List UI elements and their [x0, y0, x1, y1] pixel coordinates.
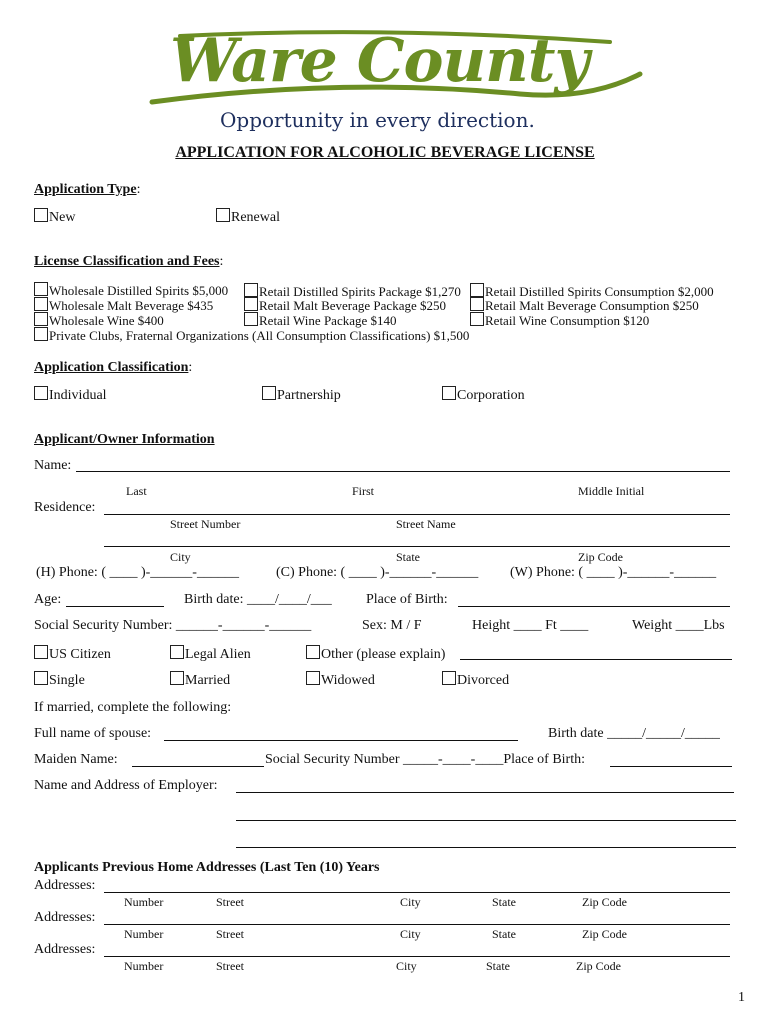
age-label: Age: — [34, 592, 62, 607]
corporation-checkbox[interactable]: Corporation — [442, 386, 525, 404]
legal-alien-checkbox[interactable]: Legal Alien — [170, 645, 251, 663]
street-caption: Street — [216, 959, 244, 973]
address-label-3: Addresses: — [34, 942, 96, 957]
weight-field[interactable]: Weight ____Lbs — [632, 618, 725, 633]
spouse-birth-date-field[interactable]: Birth date _____/_____/_____ — [548, 726, 720, 741]
page-number: 1 — [738, 990, 745, 1005]
birth-date-field[interactable]: Birth date: ____/____/___ — [184, 592, 332, 607]
number-caption: Number — [124, 959, 164, 973]
height-field[interactable]: Height ____ Ft ____ — [472, 618, 589, 633]
address-field-2[interactable] — [104, 924, 730, 925]
app-class-heading: Application Classification: — [34, 360, 193, 375]
logo-tagline: Opportunity in every direction. — [220, 108, 535, 132]
street-name-caption: Street Name — [396, 517, 456, 531]
state-caption: State — [492, 927, 516, 941]
spouse-name-label: Full name of spouse: — [34, 726, 152, 741]
logo-name: Ware County — [170, 26, 589, 96]
city-caption: City — [400, 927, 421, 941]
license-heading: License Classification and Fees: — [34, 254, 224, 269]
spouse-name-field[interactable] — [164, 740, 518, 741]
zip-caption: Zip Code — [582, 895, 627, 909]
us-citizen-checkbox[interactable]: US Citizen — [34, 645, 111, 663]
married-checkbox[interactable]: Married — [170, 671, 230, 689]
license-wholesale-wine[interactable]: Wholesale Wine $400 — [34, 312, 164, 329]
sex-field[interactable]: Sex: M / F — [362, 618, 422, 633]
page-title: APPLICATION FOR ALCOHOLIC BEVERAGE LICENSE — [175, 144, 595, 161]
city-caption: City — [396, 959, 417, 973]
first-caption: First — [352, 484, 375, 498]
residence-label: Residence: — [34, 500, 96, 515]
place-of-birth-label: Place of Birth: — [366, 592, 448, 607]
ssn-field[interactable]: Social Security Number: ______-______-______ — [34, 618, 312, 633]
residence-field[interactable] — [104, 514, 730, 515]
middle-caption: Middle Initial — [578, 484, 645, 498]
individual-checkbox[interactable]: Individual — [34, 386, 107, 404]
age-field[interactable] — [66, 606, 164, 607]
maiden-name-label: Maiden Name: — [34, 752, 118, 767]
other-explain-field[interactable] — [460, 659, 732, 660]
city-caption: City — [400, 895, 421, 909]
address-label-2: Addresses: — [34, 910, 96, 925]
renewal-checkbox[interactable]: Renewal — [216, 208, 280, 226]
license-retail-malt-package[interactable]: Retail Malt Beverage Package $250 — [244, 297, 446, 314]
other-checkbox[interactable]: Other (please explain) — [306, 645, 445, 663]
application-type-heading: Application Type: — [34, 182, 141, 197]
license-retail-malt-consumption[interactable]: Retail Malt Beverage Consumption $250 — [470, 297, 699, 314]
zip-caption: Zip Code — [578, 550, 623, 564]
owner-heading: Applicant/Owner Information — [34, 432, 215, 447]
residence-city-field[interactable] — [104, 546, 730, 547]
previous-addresses-heading: Applicants Previous Home Addresses (Last Ten (10) Years — [34, 860, 380, 875]
street-caption: Street — [216, 895, 244, 909]
number-caption: Number — [124, 895, 164, 909]
logo — [140, 22, 650, 137]
employer-field-1[interactable] — [236, 792, 734, 793]
license-retail-distilled-consumption[interactable]: Retail Distilled Spirits Consumption $2,000 — [470, 283, 714, 300]
checkbox-box[interactable] — [216, 208, 230, 222]
state-caption: State — [492, 895, 516, 909]
last-caption: Last — [126, 484, 147, 498]
work-phone-field[interactable]: (W) Phone: ( ____ )-______-______ — [510, 565, 717, 580]
state-caption: State — [396, 550, 420, 564]
license-retail-distilled-package[interactable]: Retail Distilled Spirits Package $1,270 — [244, 283, 461, 300]
spouse-ssn-field[interactable]: Social Security Number _____-____-____Place of Birth: — [265, 752, 585, 767]
name-field[interactable] — [76, 471, 730, 472]
single-checkbox[interactable]: Single — [34, 671, 85, 689]
checkbox-box[interactable] — [34, 208, 48, 222]
employer-field-2[interactable] — [236, 820, 736, 821]
license-wholesale-distilled[interactable]: Wholesale Distilled Spirits $5,000 — [34, 282, 228, 299]
new-checkbox[interactable]: New — [34, 208, 75, 226]
employer-field-3[interactable] — [236, 847, 736, 848]
spouse-place-of-birth-field[interactable] — [610, 766, 732, 767]
license-retail-wine-package[interactable]: Retail Wine Package $140 — [244, 312, 397, 329]
zip-caption: Zip Code — [582, 927, 627, 941]
name-label: Name: — [34, 458, 72, 473]
address-field-1[interactable] — [104, 892, 730, 893]
cell-phone-field[interactable]: (C) Phone: ( ____ )-______-______ — [276, 565, 479, 580]
zip-caption: Zip Code — [576, 959, 621, 973]
number-caption: Number — [124, 927, 164, 941]
home-phone-field[interactable]: (H) Phone: ( ____ )-______-______ — [36, 565, 239, 580]
if-married-text: If married, complete the following: — [34, 700, 232, 715]
license-private-clubs[interactable]: Private Clubs, Fraternal Organizations (All Consumption Classifications) $1,500 — [34, 327, 469, 344]
address-field-3[interactable] — [104, 956, 730, 957]
divorced-checkbox[interactable]: Divorced — [442, 671, 509, 689]
city-caption: City — [170, 550, 191, 564]
address-label-1: Addresses: — [34, 878, 96, 893]
employer-label: Name and Address of Employer: — [34, 778, 218, 793]
widowed-checkbox[interactable]: Widowed — [306, 671, 375, 689]
license-wholesale-malt[interactable]: Wholesale Malt Beverage $435 — [34, 297, 213, 314]
street-caption: Street — [216, 927, 244, 941]
street-number-caption: Street Number — [170, 517, 241, 531]
state-caption: State — [486, 959, 510, 973]
place-of-birth-field[interactable] — [458, 606, 730, 607]
maiden-name-field[interactable] — [132, 766, 264, 767]
license-retail-wine-consumption[interactable]: Retail Wine Consumption $120 — [470, 312, 649, 329]
partnership-checkbox[interactable]: Partnership — [262, 386, 341, 404]
